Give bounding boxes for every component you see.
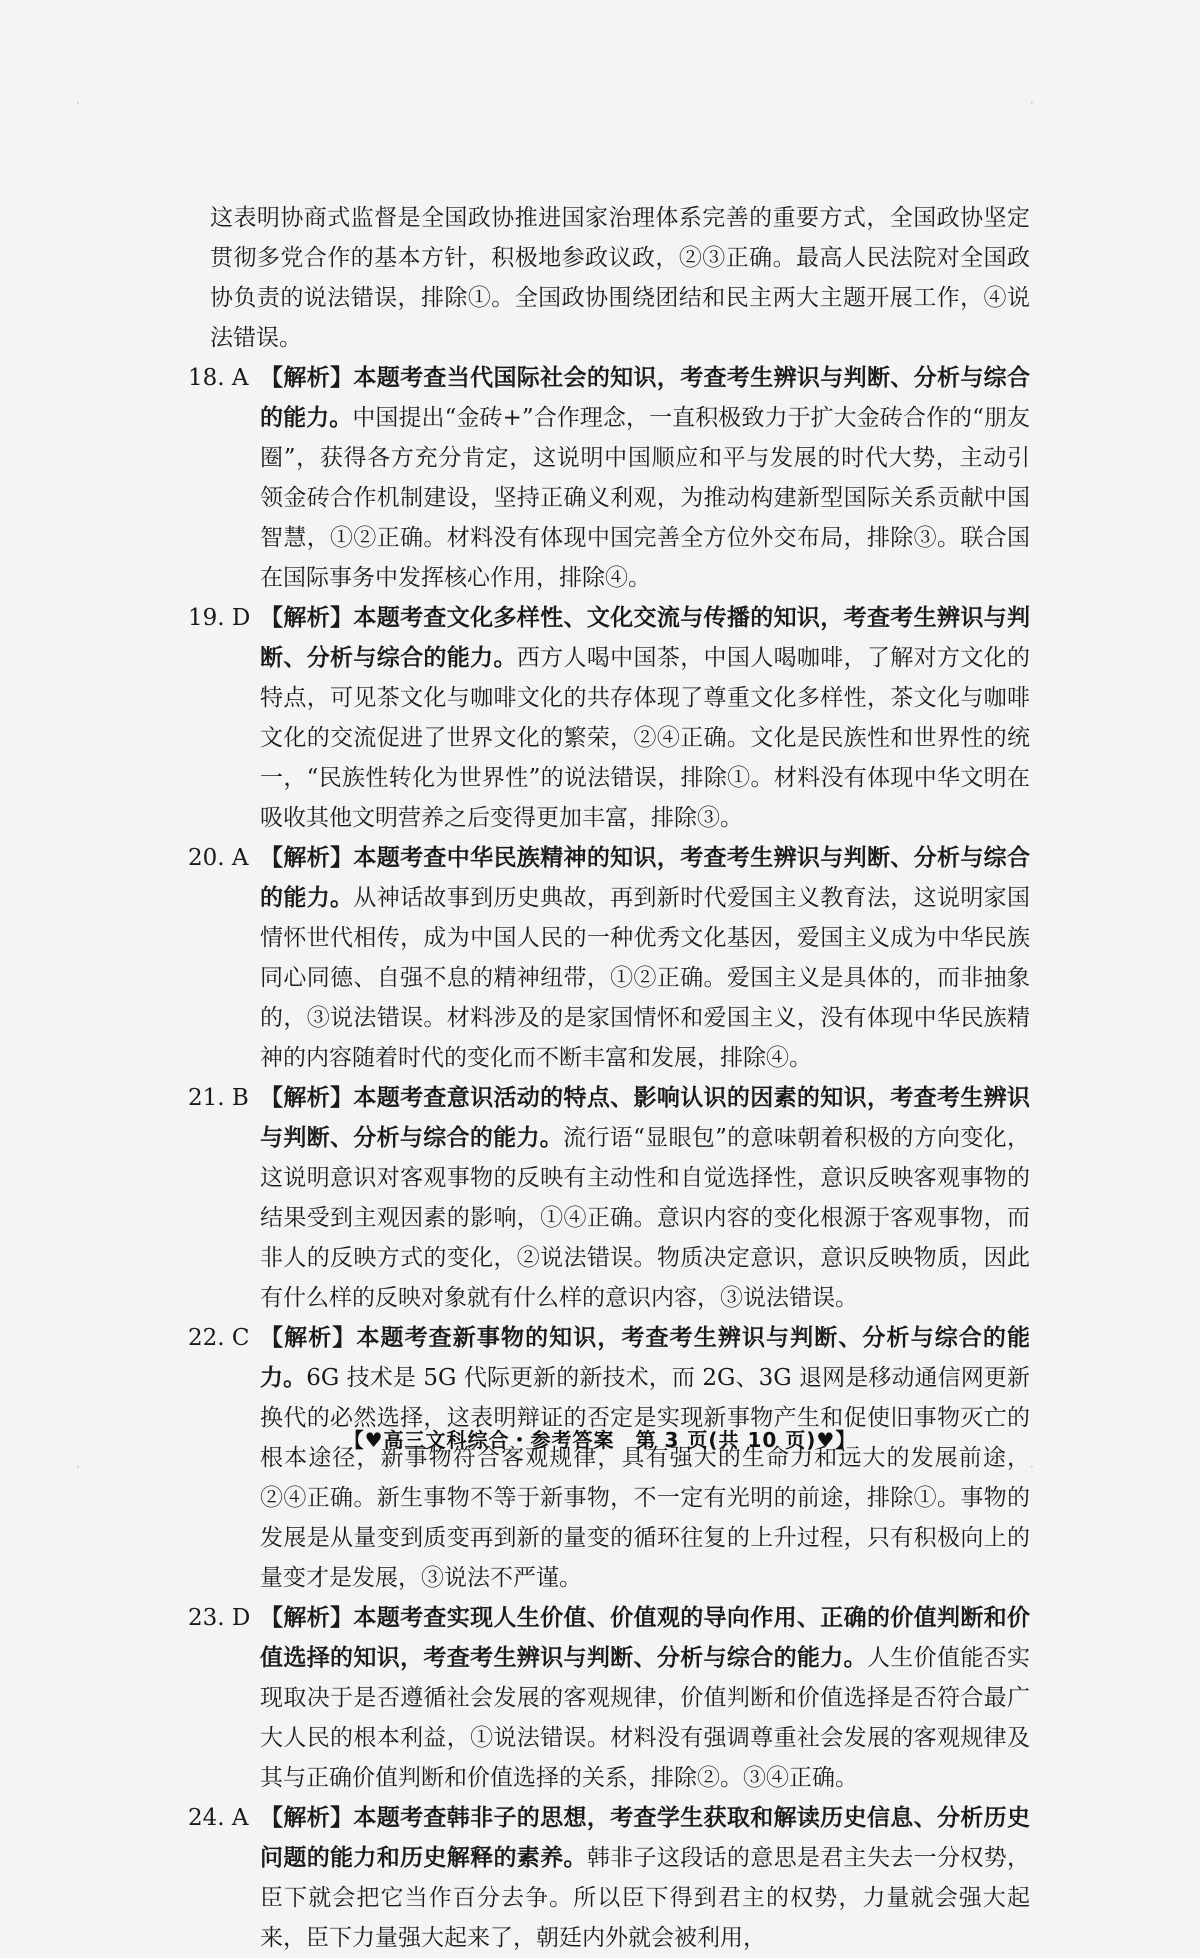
answer-item-19 (188, 598, 1030, 838)
answer-number: 21. B (188, 1085, 249, 1111)
answer-number: 22. C (188, 1325, 250, 1351)
answer-explanation (260, 1078, 1030, 1318)
analysis-text: 从神话故事到历史典故，再到新时代爱国主义教育法，这说明家国情怀世代相传，成为中国人民的一种优秀文化基因，爱国主义成为中华民族同心同德、自强不息的精神纽带，①②正确。爱国主义是具体的，而非抽象的，③说法错误。材料涉及的是家国情怀和爱国主义，没有体现中华民族精神的内容随着时代的变化而不断丰富和发展，排除④。 (260, 885, 1030, 1071)
analysis-tag: 【解析】 (260, 845, 354, 871)
answer-explanation (260, 598, 1030, 838)
analysis-text: 6G 技术是 5G 代际更新的新技术，而 2G、3G 退网是移动通信网更新换代的必然选择，这表明辩证的否定是实现新事物产生和促使旧事物灭亡的根本途径，新事物符合客观规律，具有强大的生命力和远大的发展前途，②④正确。新生事物不等于新事物，不一定有光明的前途，排除①。事物的发展是从量变到质变再到新的量变的循环往复的上升过程，只有积极向上的量变才是发展，③说法不严谨。 (260, 1365, 1031, 1591)
answer-number: 24. A (188, 1805, 249, 1831)
scan-dot-mark: · (1030, 96, 1034, 110)
answer-number: 18. A (188, 365, 249, 391)
analysis-lead: 本题考查实现人生价值、价值观的导向作用、正确的价值判断和价值选择的知识，考查考生辨识与判断、分析与综合的能力。 (260, 1605, 1030, 1671)
scan-dot-mark: · (76, 96, 80, 110)
analysis-tag: 【解析】 (260, 365, 354, 391)
analysis-tag: 【解析】 (260, 1085, 354, 1111)
analysis-lead: 本题考查意识活动的特点、影响认识的因素的知识，考查考生辨识与判断、分析与综合的能力。 (260, 1085, 1030, 1151)
answer-item-18 (188, 358, 1031, 598)
analysis-lead: 本题考查中华民族精神的知识，考查考生辨识与判断、分析与综合的能力。 (260, 845, 1030, 911)
answer-item-20 (188, 838, 1030, 1078)
answer-explanation (260, 838, 1030, 1078)
answer-number: 23. D (188, 1605, 251, 1631)
analysis-tag: 【解析】 (260, 1605, 354, 1631)
analysis-text: 韩非子这段话的意思是君主失去一分权势，臣下就会把它当作百分去争。所以臣下得到君主的权势，力量就会强大起来，臣下力量强大起来了，朝廷内外就会被利用， (260, 1845, 1030, 1951)
scan-dot-mark: · (1030, 1460, 1034, 1474)
analysis-text: 人生价值能否实现取决于是否遵循社会发展的客观规律，价值判断和价值选择是否符合最广大人民的根本利益，①说法错误。材料没有强调尊重社会发展的客观规律及其与正确价值判断和价值选择的关系，排除②。③④正确。 (260, 1645, 1030, 1791)
answer-item-21 (188, 1078, 1030, 1318)
answer-explanation (260, 1598, 1030, 1798)
analysis-lead: 本题考查新事物的知识，考查考生辨识与判断、分析与综合的能力。 (260, 1325, 1031, 1391)
page-footer: 【♥高三文科综合・参考答案 第 3 页(共 10 页)♥】 (343, 1428, 857, 1452)
analysis-tag: 【解析】 (260, 1325, 357, 1351)
analysis-lead: 本题考查当代国际社会的知识，考查考生辨识与判断、分析与综合的能力。 (260, 365, 1030, 431)
answer-explanation (260, 358, 1030, 598)
answer-number: 20. A (188, 845, 249, 871)
analysis-lead: 本题考查文化多样性、文化交流与传播的知识，考查考生辨识与判断、分析与综合的能力。 (260, 605, 1030, 671)
answer-item-23 (188, 1598, 1030, 1798)
answer-number: 19. D (188, 605, 251, 631)
analysis-text: 西方人喝中国茶，中国人喝咖啡，了解对方文化的特点，可见茶文化与咖啡文化的共存体现了尊重文化多样性，茶文化与咖啡文化的交流促进了世界文化的繁荣，②④正确。文化是民族性和世界性的统一，“民族性转化为世界性”的说法错误，排除①。材料没有体现中华文明在吸收其他文明营养之后变得更加丰富，排除③。 (260, 645, 1030, 831)
answer-explanation (260, 1798, 1030, 1958)
scan-dot-mark: · (76, 1460, 80, 1474)
answer-item-24 (188, 1798, 1030, 1958)
analysis-text: 中国提出“金砖+”合作理念，一直积极致力于扩大金砖合作的“朋友圈”，获得各方充分肯定，这说明中国顺应和平与发展的时代大势，主动引领金砖合作机制建设，坚持正确义利观，为推动构建新型国际关系贡献中国智慧，①②正确。材料没有体现中国完善全方位外交布局，排除③。联合国在国际事务中发挥核心作用，排除④。 (260, 405, 1031, 591)
document-body (188, 198, 1031, 1958)
continued-paragraph: 这表明协商式监督是全国政协推进国家治理体系完善的重要方式，全国政协坚定贯彻多党合作的基本方针，积极地参政议政，②③正确。最高人民法院对全国政协负责的说法错误，排除①。全国政协围绕团结和民主两大主题开展工作，④说法错误。 (210, 205, 1030, 351)
answer-item-22 (188, 1318, 1031, 1598)
analysis-lead: 本题考查韩非子的思想，考查学生获取和解读历史信息、分析历史问题的能力和历史解释的素养。 (260, 1805, 1030, 1871)
analysis-text: 流行语“显眼包”的意味朝着积极的方向变化，这说明意识对客观事物的反映有主动性和自觉选择性，意识反映客观事物的结果受到主观因素的影响，①④正确。意识内容的变化根源于客观事物，而非人的反映方式的变化，②说法错误。物质决定意识，意识反映物质，因此有什么样的反映对象就有什么样的意识内容，③说法错误。 (260, 1125, 1030, 1311)
analysis-tag: 【解析】 (260, 1805, 354, 1831)
analysis-tag: 【解析】 (260, 605, 354, 631)
answer-explanation (260, 1318, 1030, 1598)
